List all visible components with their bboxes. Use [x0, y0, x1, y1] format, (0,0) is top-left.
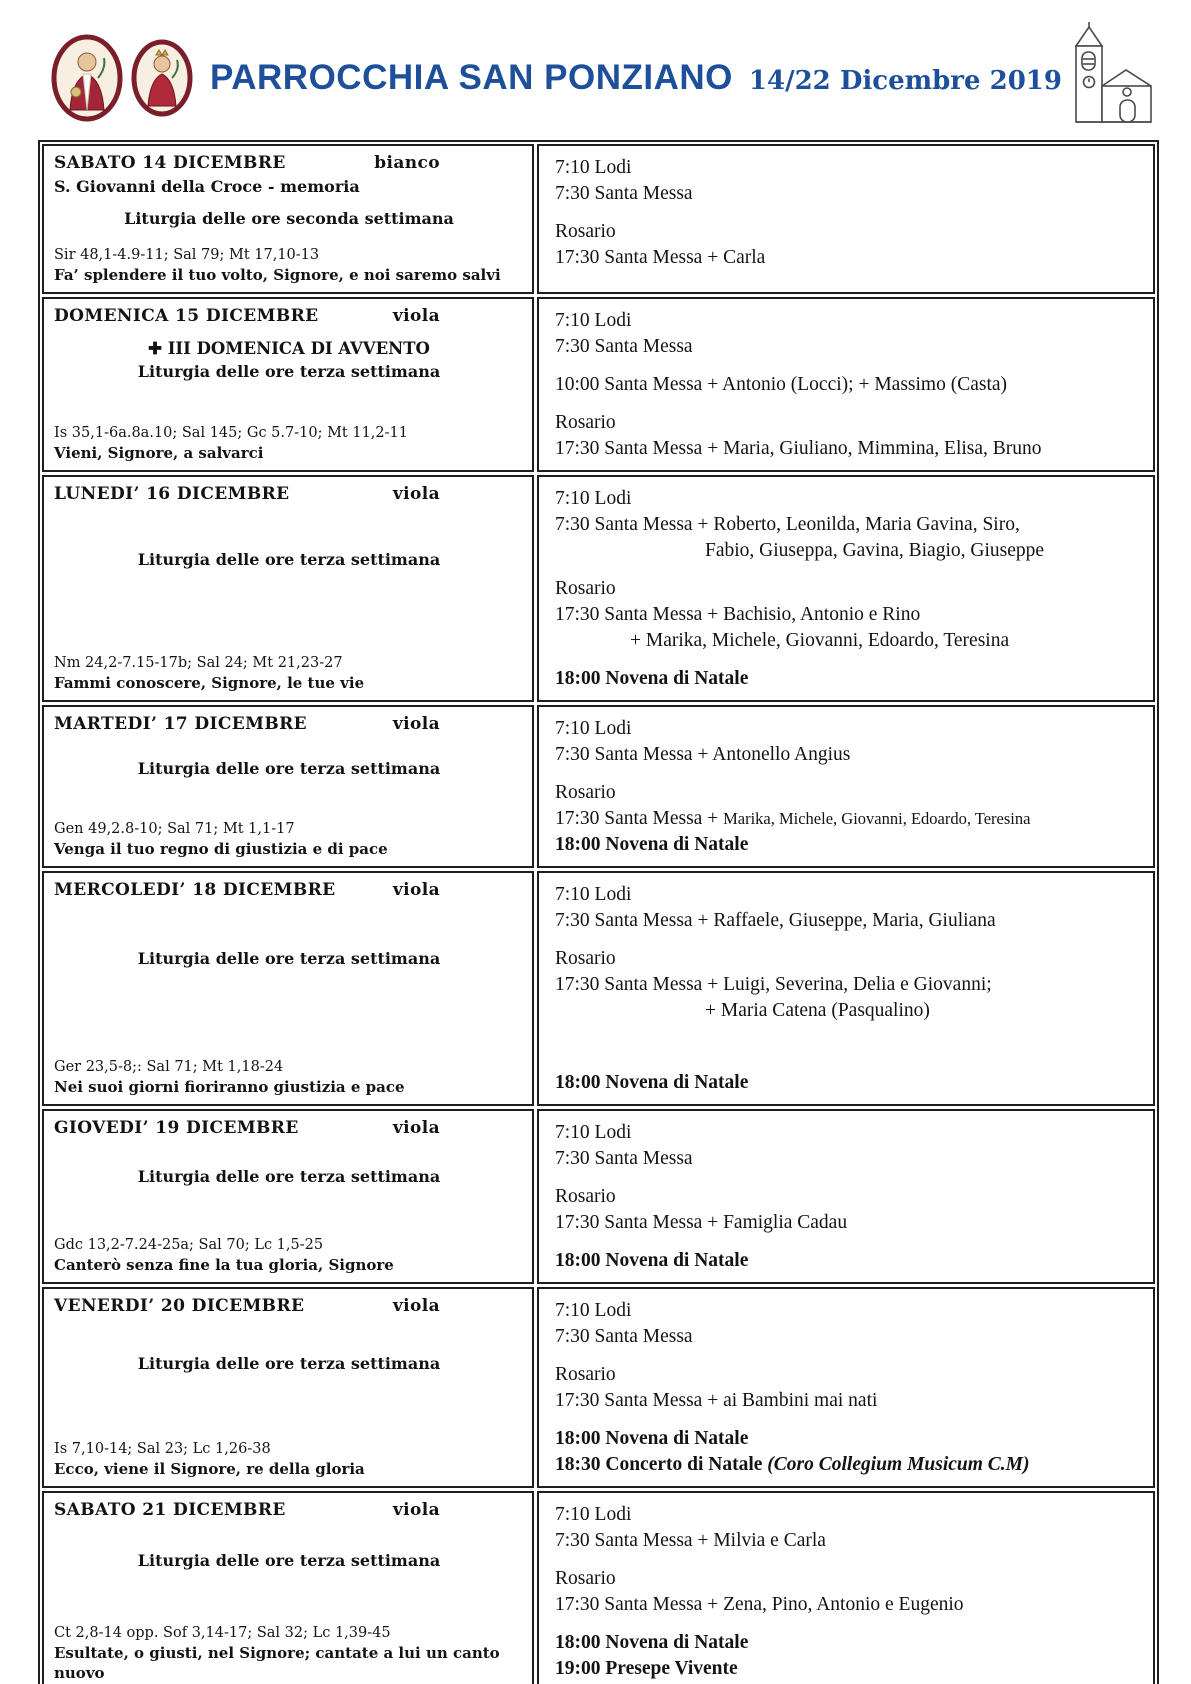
line-text: 7:30 Santa Messa — [555, 1326, 693, 1347]
day-row — [42, 705, 1155, 868]
schedule-line — [555, 946, 1143, 972]
line-text: 18:00 Novena di Natale — [555, 834, 749, 855]
line-text: Rosario — [555, 578, 616, 599]
day-header — [54, 714, 524, 734]
schedule-line — [555, 1502, 1143, 1528]
schedule-cell — [537, 871, 1155, 1106]
line-text: Rosario — [555, 1568, 616, 1589]
line-text: 17:30 Santa Messa + Carla — [555, 247, 766, 268]
liturgical-color: viola — [392, 1118, 440, 1138]
schedule-line — [555, 1210, 1143, 1236]
line-text: 7:10 Lodi — [555, 1122, 632, 1143]
day-header — [54, 1296, 524, 1316]
schedule-line — [555, 1120, 1143, 1146]
readings-refs: Nm 24,2-7.15-17b; Sal 24; Mt 21,23-27 — [54, 654, 343, 671]
line-text: 7:30 Santa Messa + Antonello Angius — [555, 744, 851, 765]
schedule-cell — [537, 475, 1155, 702]
line-text: 7:10 Lodi — [555, 488, 632, 509]
antiphon: Canterò senza fine la tua gloria, Signore — [54, 1256, 394, 1274]
line-text: 17:30 Santa Messa + Zena, Pino, Antonio e Eugenio — [555, 1594, 964, 1615]
day-name: MARTEDI’ 17 DICEMBRE — [54, 714, 308, 734]
schedule-line — [555, 832, 1143, 858]
schedule-line — [555, 908, 1143, 934]
liturgy-week: Liturgia delle ore terza settimana — [137, 949, 441, 968]
readings-refs: Ct 2,8-14 opp. Sof 3,14-17; Sal 32; Lc 1,39-45 — [54, 1625, 391, 1641]
schedule-line — [555, 1630, 1143, 1656]
schedule-cell — [537, 705, 1155, 868]
schedule-line — [555, 1592, 1143, 1618]
readings-block — [54, 424, 524, 463]
liturgical-color: viola — [392, 1296, 440, 1316]
readings-block — [54, 1624, 524, 1683]
day-info-cell — [42, 475, 534, 702]
day-row — [42, 144, 1155, 294]
schedule-line — [555, 1298, 1143, 1324]
line-text: 17:30 Santa Messa + Bachisio, Antonio e Rino — [555, 604, 921, 625]
liturgical-color: bianco — [374, 153, 440, 173]
readings-refs: Is 7,10-14; Sal 23; Lc 1,26-38 — [54, 1440, 271, 1457]
schedule-line — [555, 1452, 1143, 1478]
schedule-line — [555, 486, 1143, 512]
readings-block — [54, 1236, 524, 1275]
liturgical-color: viola — [392, 880, 440, 900]
schedule-line — [555, 308, 1143, 334]
day-name: LUNEDI’ 16 DICEMBRE — [54, 484, 290, 504]
parish-medallions — [50, 34, 194, 122]
schedule-line — [555, 602, 1143, 628]
schedule-line — [555, 1248, 1143, 1274]
schedule-cell — [537, 144, 1155, 294]
medallion-san-ponziano-icon — [50, 34, 124, 122]
line-names-small: Marika, Michele, Giovanni, Edoardo, Teresina — [723, 809, 1031, 828]
day-row — [42, 297, 1155, 472]
schedule-line — [555, 155, 1143, 181]
readings-refs: Gen 49,2.8-10; Sal 71; Mt 1,1-17 — [54, 821, 295, 837]
day-name: DOMENICA 15 DICEMBRE — [54, 306, 319, 326]
day-header — [54, 1500, 524, 1520]
liturgy-week: Liturgia delle ore seconda settimana — [124, 209, 454, 228]
day-name: MERCOLEDI’ 18 DICEMBRE — [54, 880, 336, 900]
liturgy-week: Liturgia delle ore terza settimana — [137, 759, 441, 778]
line-text: 17:30 Santa Messa + Luigi, Severina, Delia e Giovanni; — [555, 974, 992, 995]
antiphon: Ecco, viene il Signore, re della gloria — [54, 1459, 365, 1478]
schedule-cell — [537, 297, 1155, 472]
line-text: 7:30 Santa Messa + Milvia e Carla — [555, 1530, 826, 1551]
antiphon: Esultate, o giusti, nel Signore; cantate a lui un canto nuovo — [54, 1644, 500, 1682]
bulletin-header — [0, 0, 1191, 134]
schedule-table-body — [42, 144, 1155, 1684]
readings-block — [54, 1440, 524, 1479]
schedule-line — [555, 1426, 1143, 1452]
schedule-line — [555, 780, 1143, 806]
schedule-line — [555, 628, 1143, 654]
week-date-range: 14/22 Dicembre 2019 — [748, 66, 1062, 96]
line-text: 7:10 Lodi — [555, 884, 632, 905]
line-text: 18:00 Novena di Natale — [555, 1250, 749, 1271]
readings-block — [54, 246, 524, 285]
schedule-line — [555, 1362, 1143, 1388]
day-info-cell — [42, 144, 534, 294]
day-row — [42, 1491, 1155, 1684]
day-header — [54, 1118, 524, 1138]
liturgy-week: Liturgia delle ore terza settimana — [137, 362, 441, 381]
feast-title: III DOMENICA DI AVVENTO — [167, 339, 430, 358]
schedule-line — [555, 1146, 1143, 1172]
schedule-line — [555, 1656, 1143, 1682]
line-text: 7:30 Santa Messa — [555, 336, 693, 357]
schedule-line — [555, 972, 1143, 998]
line-text: 17:30 Santa Messa + ai Bambini mai nati — [555, 1390, 878, 1411]
schedule-line — [555, 436, 1143, 462]
schedule-line — [555, 1528, 1143, 1554]
day-header — [54, 880, 524, 900]
schedule-cell — [537, 1287, 1155, 1488]
day-name: VENERDI’ 20 DICEMBRE — [54, 1296, 305, 1316]
line-text: 7:30 Santa Messa — [555, 183, 693, 204]
parish-title: PARROCCHIA SAN PONZIANO — [210, 58, 733, 97]
line-text: 18:00 Novena di Natale — [555, 1632, 749, 1653]
schedule-line — [555, 372, 1143, 398]
memorial: S. Giovanni della Croce - memoria — [54, 177, 360, 196]
antiphon: Nei suoi giorni fioriranno giustizia e pace — [54, 1078, 405, 1096]
liturgical-color: viola — [392, 306, 440, 326]
schedule-line — [555, 882, 1143, 908]
church-drawing-icon — [1067, 22, 1159, 134]
schedule-line — [555, 998, 1143, 1024]
schedule-line — [555, 576, 1143, 602]
line-text: 7:30 Santa Messa + Raffaele, Giuseppe, Maria, Giuliana — [555, 910, 996, 931]
schedule-line — [555, 1324, 1143, 1350]
schedule-line — [555, 1070, 1143, 1096]
schedule-cell — [537, 1491, 1155, 1684]
day-header — [54, 306, 524, 326]
liturgy-week: Liturgia delle ore terza settimana — [137, 1353, 441, 1373]
schedule-line — [555, 512, 1143, 538]
liturgy-week: Liturgia delle ore terza settimana — [137, 1167, 441, 1186]
readings-refs: Gdc 13,2-7.24-25a; Sal 70; Lc 1,5-25 — [54, 1237, 324, 1253]
feast-line — [54, 339, 524, 358]
line-text: Rosario — [555, 221, 616, 242]
schedule-line — [555, 1566, 1143, 1592]
medallion-santa-icon — [130, 38, 194, 118]
liturgical-color: viola — [392, 714, 440, 734]
line-text: 7:10 Lodi — [555, 1300, 632, 1321]
schedule-line — [555, 716, 1143, 742]
day-info-cell — [42, 1109, 534, 1284]
line-text: 7:10 Lodi — [555, 310, 632, 331]
line-text: Rosario — [555, 948, 616, 969]
line-text: 18:30 Concerto di Natale — [555, 1454, 768, 1475]
line-text: 18:00 Novena di Natale — [555, 668, 749, 689]
day-info-cell — [42, 1287, 534, 1488]
liturgy-week: Liturgia delle ore terza settimana — [137, 1551, 441, 1570]
schedule-line — [555, 1184, 1143, 1210]
line-text: 18:00 Novena di Natale — [555, 1072, 749, 1093]
readings-block — [54, 654, 524, 693]
schedule-line — [555, 181, 1143, 207]
antiphon: Vieni, Signore, a salvarci — [54, 444, 264, 462]
schedule-line — [555, 742, 1143, 768]
day-name: GIOVEDI’ 19 DICEMBRE — [54, 1118, 299, 1138]
readings-refs: Sir 48,1-4.9-11; Sal 79; Mt 17,10-13 — [54, 247, 320, 263]
readings-block — [54, 820, 524, 859]
day-row — [42, 475, 1155, 702]
schedule-line — [555, 410, 1143, 436]
day-row — [42, 1109, 1155, 1284]
readings-refs: Ger 23,5-8;: Sal 71; Mt 1,18-24 — [54, 1059, 284, 1075]
day-row — [42, 1287, 1155, 1488]
line-text: Rosario — [555, 782, 616, 803]
readings-refs: Is 35,1-6a.8a.10; Sal 145; Gc 5.7-10; Mt 11,2-11 — [54, 425, 408, 441]
line-text: 17:30 Santa Messa + Famiglia Cadau — [555, 1212, 848, 1233]
day-header — [54, 153, 524, 173]
schedule-line — [555, 219, 1143, 245]
line-text: Rosario — [555, 1364, 616, 1385]
line-text: 7:10 Lodi — [555, 1504, 632, 1525]
antiphon: Fa’ splendere il tuo volto, Signore, e noi saremo salvi — [54, 266, 501, 284]
weekly-schedule-table — [38, 140, 1159, 1684]
line-text: 18:00 Novena di Natale — [555, 1428, 749, 1449]
schedule-line — [555, 538, 1143, 564]
line-note-italic: (Coro Collegium Musicum C.M) — [767, 1454, 1030, 1475]
line-text: Rosario — [555, 412, 616, 433]
readings-block — [54, 1058, 524, 1097]
antiphon: Venga il tuo regno di giustizia e di pace — [54, 840, 388, 858]
line-text: 17:30 Santa Messa + — [555, 808, 724, 829]
line-text: 7:10 Lodi — [555, 718, 632, 739]
schedule-line — [555, 666, 1143, 692]
schedule-line — [555, 245, 1143, 271]
day-name: SABATO 21 DICEMBRE — [54, 1500, 286, 1520]
line-text: + Maria Catena (Pasqualino) — [705, 1000, 930, 1021]
day-info-cell — [42, 871, 534, 1106]
line-text: 7:30 Santa Messa — [555, 1148, 693, 1169]
schedule-line — [555, 1388, 1143, 1414]
day-info-cell — [42, 297, 534, 472]
day-info-cell — [42, 1491, 534, 1684]
line-text: 7:10 Lodi — [555, 157, 632, 178]
line-text: 17:30 Santa Messa + Maria, Giuliano, Mimmina, Elisa, Bruno — [555, 438, 1042, 459]
schedule-line — [555, 806, 1143, 832]
day-row — [42, 871, 1155, 1106]
day-header — [54, 484, 524, 504]
line-text: Rosario — [555, 1186, 616, 1207]
day-name: SABATO 14 DICEMBRE — [54, 153, 286, 173]
liturgy-week: Liturgia delle ore terza settimana — [137, 550, 441, 570]
schedule-line — [555, 334, 1143, 360]
header-titles — [210, 58, 1067, 98]
line-text: + Marika, Michele, Giovanni, Edoardo, Teresina — [630, 630, 1010, 651]
line-text: 19:00 Presepe Vivente — [555, 1658, 738, 1679]
antiphon: Fammi conoscere, Signore, le tue vie — [54, 673, 365, 692]
advent-cross-icon: ✚ — [148, 339, 162, 358]
liturgical-color: viola — [392, 1500, 440, 1520]
liturgical-color: viola — [392, 484, 440, 504]
schedule-cell — [537, 1109, 1155, 1284]
line-text: 10:00 Santa Messa + Antonio (Locci); + Massimo (Casta) — [555, 374, 1008, 395]
line-text: Fabio, Giuseppa, Gavina, Biagio, Giuseppe — [705, 540, 1045, 561]
day-info-cell — [42, 705, 534, 868]
line-text: 7:30 Santa Messa + Roberto, Leonilda, Maria Gavina, Siro, — [555, 514, 1020, 535]
